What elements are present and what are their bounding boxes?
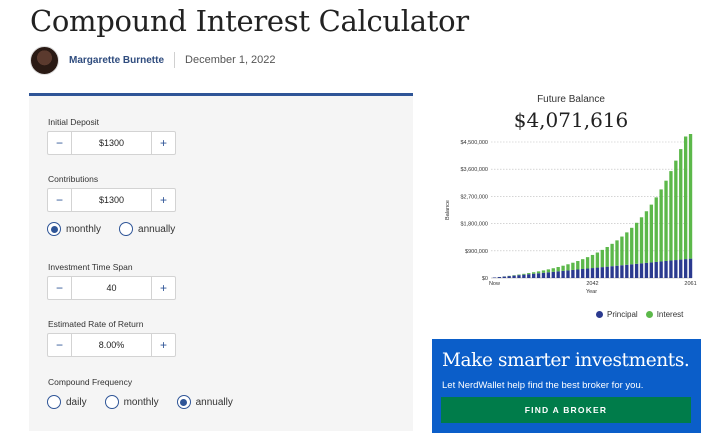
chart-legend: [596, 310, 691, 319]
time-span-increment-button[interactable]: +: [151, 277, 175, 299]
future-balance-value: $4,071,616: [513, 108, 629, 132]
principal-bar: [493, 277, 496, 278]
find-broker-button[interactable]: FIND A BROKER: [441, 397, 691, 423]
interest-bar: [606, 247, 609, 267]
principal-bar: [664, 261, 667, 278]
principal-bar: [561, 271, 564, 278]
page-title: Compound Interest Calculator: [30, 4, 469, 38]
interest-bar: [517, 275, 520, 276]
principal-bar: [606, 267, 609, 278]
ad-subtext: Let NerdWallet help find the best broker for you.: [442, 380, 644, 391]
y-tick-label: $1,800,000: [460, 221, 488, 228]
principal-bar: [566, 270, 569, 278]
interest-bar: [635, 223, 638, 264]
time-span-input[interactable]: 40: [106, 283, 117, 293]
interest-bar: [620, 237, 623, 266]
interest-bar: [542, 270, 545, 272]
y-tick-label: $0: [481, 276, 488, 282]
contributions-label: Contributions: [48, 174, 99, 184]
principal-bar: [512, 276, 515, 278]
interest-bar: [532, 272, 535, 273]
principal-bar: [503, 277, 506, 278]
principal-bar: [571, 270, 574, 278]
radio-unselected-icon: [105, 395, 119, 409]
principal-bar: [552, 272, 555, 278]
interest-bar: [645, 211, 648, 263]
x-axis-title: Year: [585, 289, 598, 295]
initial-deposit-increment-button[interactable]: +: [151, 132, 175, 154]
principal-bar: [576, 269, 579, 278]
interest-bar: [557, 267, 560, 271]
principal-bar: [517, 275, 520, 278]
radio-selected-icon: [47, 222, 61, 236]
contributions-stepper: [47, 188, 176, 212]
byline-divider: [174, 52, 175, 68]
compound-annually-radio[interactable]: annually: [177, 395, 233, 409]
contribution-monthly-radio[interactable]: monthly: [47, 222, 101, 236]
interest-bar: [674, 161, 677, 260]
principal-bar: [522, 275, 525, 278]
principal-bar: [650, 262, 653, 278]
principal-bar: [507, 276, 510, 278]
interest-bar: [610, 244, 613, 266]
interest-bar: [679, 149, 682, 259]
principal-bar: [684, 259, 687, 278]
principal-bar: [620, 265, 623, 278]
radio-selected-icon: [177, 395, 191, 409]
principal-bar: [527, 274, 530, 278]
interest-bar: [659, 189, 662, 261]
compound-frequency-label: Compound Frequency: [48, 377, 133, 387]
interest-bar: [664, 181, 667, 261]
principal-bar: [615, 266, 618, 278]
interest-bar: [689, 134, 692, 259]
principal-bar: [645, 263, 648, 278]
time-span-decrement-button[interactable]: −: [48, 277, 72, 299]
balance-chart: [432, 134, 712, 304]
contribution-annually-radio[interactable]: annually: [119, 222, 175, 236]
principal-bar: [679, 260, 682, 278]
principal-dot-icon: [596, 311, 603, 318]
contribution-frequency-group: [47, 222, 193, 236]
contributions-input[interactable]: $1300: [98, 195, 125, 205]
principal-bar: [669, 261, 672, 278]
y-axis-title: Balance: [445, 200, 451, 220]
interest-bar: [537, 271, 540, 273]
legend-interest: Interest: [646, 310, 684, 319]
interest-bar: [576, 261, 579, 269]
principal-bar: [586, 269, 589, 278]
interest-bar: [527, 273, 530, 274]
principal-bar: [601, 267, 604, 278]
initial-deposit-stepper: [47, 131, 176, 155]
interest-bar: [650, 205, 653, 263]
compound-monthly-radio[interactable]: monthly: [105, 395, 159, 409]
rate-of-return-label: Estimated Rate of Return: [48, 319, 144, 329]
principal-bar: [557, 271, 560, 278]
principal-bar: [537, 273, 540, 278]
interest-bar: [586, 257, 589, 268]
principal-bar: [591, 268, 594, 278]
interest-dot-icon: [646, 311, 653, 318]
interest-bar: [571, 263, 574, 270]
principal-bar: [581, 269, 584, 278]
x-tick-label: 2061: [684, 281, 697, 287]
principal-bar: [498, 277, 501, 278]
broker-ad: [432, 339, 701, 433]
x-tick-label: 2042: [586, 281, 599, 287]
interest-bar: [601, 250, 604, 267]
compound-frequency-group: [47, 395, 251, 409]
interest-bar: [591, 255, 594, 268]
initial-deposit-label: Initial Deposit: [48, 117, 100, 127]
rate-of-return-stepper: [47, 333, 176, 357]
principal-bar: [689, 259, 692, 278]
principal-bar: [659, 261, 662, 278]
interest-bar: [596, 253, 599, 268]
interest-bar: [581, 259, 584, 269]
initial-deposit-input[interactable]: $1300: [98, 138, 125, 148]
interest-bar: [684, 137, 687, 260]
principal-bar: [674, 260, 677, 278]
ad-headline: Make smarter investments.: [442, 350, 690, 371]
avatar: [30, 46, 59, 75]
principal-bar: [655, 262, 658, 278]
principal-bar: [542, 273, 545, 278]
y-tick-label: $3,600,000: [460, 167, 488, 174]
principal-bar: [610, 266, 613, 278]
interest-bar: [566, 264, 569, 270]
principal-bar: [596, 268, 599, 278]
interest-bar: [630, 228, 633, 264]
interest-bar: [552, 268, 555, 272]
principal-bar: [532, 274, 535, 278]
principal-bar: [630, 264, 633, 278]
rate-decrement-button[interactable]: −: [48, 334, 72, 356]
time-span-label: Investment Time Span: [48, 262, 133, 272]
interest-bar: [561, 266, 564, 271]
interest-bar: [669, 171, 672, 260]
principal-bar: [640, 263, 643, 278]
legend-principal: Principal: [596, 310, 638, 319]
time-span-stepper: [47, 276, 176, 300]
interest-bar: [640, 217, 643, 263]
future-balance-label: Future Balance: [537, 94, 605, 105]
y-tick-label: $900,000: [465, 248, 488, 255]
principal-bar: [635, 264, 638, 278]
compound-daily-radio[interactable]: daily: [47, 395, 87, 409]
interest-bar: [625, 232, 628, 264]
initial-deposit-decrement-button[interactable]: −: [48, 132, 72, 154]
y-tick-label: $4,500,000: [460, 140, 488, 146]
principal-bar: [625, 265, 628, 278]
principal-bar: [547, 272, 550, 278]
interest-bar: [615, 240, 618, 265]
interest-bar: [522, 274, 525, 275]
byline: [30, 45, 276, 75]
contributions-increment-button[interactable]: +: [151, 189, 175, 211]
author-link[interactable]: Margarette Burnette: [69, 54, 165, 66]
interest-bar: [655, 197, 658, 262]
publish-date: December 1, 2022: [185, 54, 276, 66]
radio-unselected-icon: [47, 395, 61, 409]
y-tick-label: $2,700,000: [460, 194, 488, 201]
interest-bar: [547, 269, 550, 272]
rate-increment-button[interactable]: +: [151, 334, 175, 356]
contributions-decrement-button[interactable]: −: [48, 189, 72, 211]
radio-unselected-icon: [119, 222, 133, 236]
rate-input[interactable]: 8.00%: [98, 340, 125, 350]
calculator-panel: [29, 93, 413, 431]
x-tick-label: Now: [488, 281, 500, 287]
